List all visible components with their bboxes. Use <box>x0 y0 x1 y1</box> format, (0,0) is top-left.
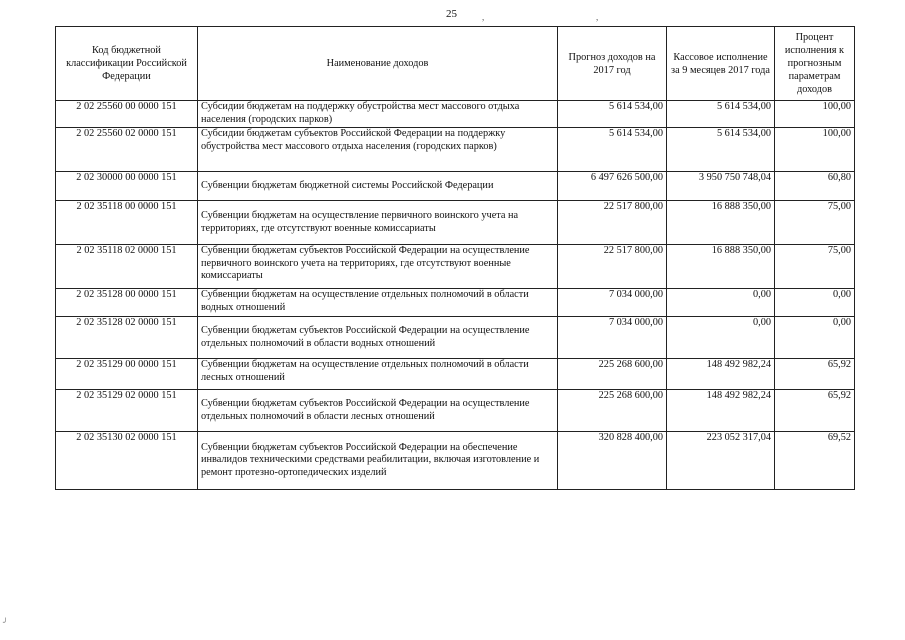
table-row <box>56 101 855 128</box>
row-execution: 0,00 <box>667 289 775 317</box>
table-row <box>56 432 855 490</box>
row-execution: 16 888 350,00 <box>667 245 775 289</box>
row-code: 2 02 35118 02 0000 151 <box>56 245 198 289</box>
header-percent: Процент исполнения к прогнозным параметрам доходов <box>775 27 855 101</box>
row-code: 2 02 35130 02 0000 151 <box>56 432 198 490</box>
row-execution: 148 492 982,24 <box>667 390 775 432</box>
header-code: Код бюджетной классификации Российской Федерации <box>56 27 198 101</box>
row-percent: 75,00 <box>775 201 855 245</box>
row-percent: 65,92 <box>775 390 855 432</box>
row-forecast: 6 497 626 500,00 <box>558 172 667 201</box>
header-execution: Кассовое исполнение за 9 месяцев 2017 года <box>667 27 775 101</box>
row-name: Субвенции бюджетам субъектов Российской Федерации на осуществление отдельных полномочий в области водных отношений <box>198 317 558 359</box>
table-row <box>56 172 855 201</box>
row-execution: 5 614 534,00 <box>667 128 775 172</box>
row-name: Субвенции бюджетам на осуществление отдельных полномочий в области водных отношений <box>198 289 558 317</box>
row-forecast: 5 614 534,00 <box>558 128 667 172</box>
row-name: Субвенции бюджетам на осуществление первичного воинского учета на территориях, где отсутствуют военные комиссариаты <box>198 201 558 245</box>
row-code: 2 02 35118 00 0000 151 <box>56 201 198 245</box>
row-code: 2 02 25560 02 0000 151 <box>56 128 198 172</box>
table-row <box>56 390 855 432</box>
row-percent: 69,52 <box>775 432 855 490</box>
row-code: 2 02 30000 00 0000 151 <box>56 172 198 201</box>
row-name: Субсидии бюджетам на поддержку обустройства мест массового отдыха населения (городских парков) <box>198 101 558 128</box>
row-name: Субвенции бюджетам субъектов Российской Федерации на осуществление отдельных полномочий в области лесных отношений <box>198 390 558 432</box>
row-name: Субвенции бюджетам на осуществление отдельных полномочий в области лесных отношений <box>198 359 558 390</box>
row-execution: 5 614 534,00 <box>667 101 775 128</box>
row-percent: 75,00 <box>775 245 855 289</box>
row-forecast: 7 034 000,00 <box>558 317 667 359</box>
header-forecast: Прогноз доходов на 2017 год <box>558 27 667 101</box>
scan-artifact: , <box>482 12 485 22</box>
row-percent: 100,00 <box>775 128 855 172</box>
table-row <box>56 128 855 172</box>
header-name: Наименование доходов <box>198 27 558 101</box>
row-execution: 16 888 350,00 <box>667 201 775 245</box>
row-code: 2 02 25560 00 0000 151 <box>56 101 198 128</box>
row-code: 2 02 35129 00 0000 151 <box>56 359 198 390</box>
scan-artifact: , <box>596 12 599 22</box>
row-percent: 100,00 <box>775 101 855 128</box>
row-forecast: 22 517 800,00 <box>558 201 667 245</box>
row-execution: 148 492 982,24 <box>667 359 775 390</box>
table-header-row <box>56 27 855 101</box>
table-row <box>56 245 855 289</box>
scan-edge-artifact: ╯ <box>3 618 8 627</box>
page-number: 25 <box>446 8 457 20</box>
row-code: 2 02 35128 00 0000 151 <box>56 289 198 317</box>
row-percent: 60,80 <box>775 172 855 201</box>
row-name: Субсидии бюджетам субъектов Российской Федерации на поддержку обустройства мест массового отдыха населения (городских парков) <box>198 128 558 172</box>
row-percent: 65,92 <box>775 359 855 390</box>
table-row <box>56 289 855 317</box>
row-execution: 0,00 <box>667 317 775 359</box>
table-row <box>56 359 855 390</box>
row-execution: 223 052 317,04 <box>667 432 775 490</box>
row-forecast: 320 828 400,00 <box>558 432 667 490</box>
table-row <box>56 201 855 245</box>
row-forecast: 5 614 534,00 <box>558 101 667 128</box>
row-code: 2 02 35128 02 0000 151 <box>56 317 198 359</box>
row-name: Субвенции бюджетам субъектов Российской Федерации на осуществление первичного воинского учета на территориях, где отсутствуют военные комиссариаты <box>198 245 558 289</box>
table-row <box>56 317 855 359</box>
row-forecast: 225 268 600,00 <box>558 390 667 432</box>
row-name: Субвенции бюджетам субъектов Российской Федерации на обеспечение инвалидов техническими средствами реабилитации, включая изготовление и ремонт протезно-ортопедических изделий <box>198 432 558 490</box>
row-percent: 0,00 <box>775 289 855 317</box>
row-forecast: 7 034 000,00 <box>558 289 667 317</box>
row-name: Субвенции бюджетам бюджетной системы Российской Федерации <box>198 172 558 201</box>
row-code: 2 02 35129 02 0000 151 <box>56 390 198 432</box>
row-percent: 0,00 <box>775 317 855 359</box>
budget-table <box>55 26 855 490</box>
row-forecast: 225 268 600,00 <box>558 359 667 390</box>
row-execution: 3 950 750 748,04 <box>667 172 775 201</box>
row-forecast: 22 517 800,00 <box>558 245 667 289</box>
